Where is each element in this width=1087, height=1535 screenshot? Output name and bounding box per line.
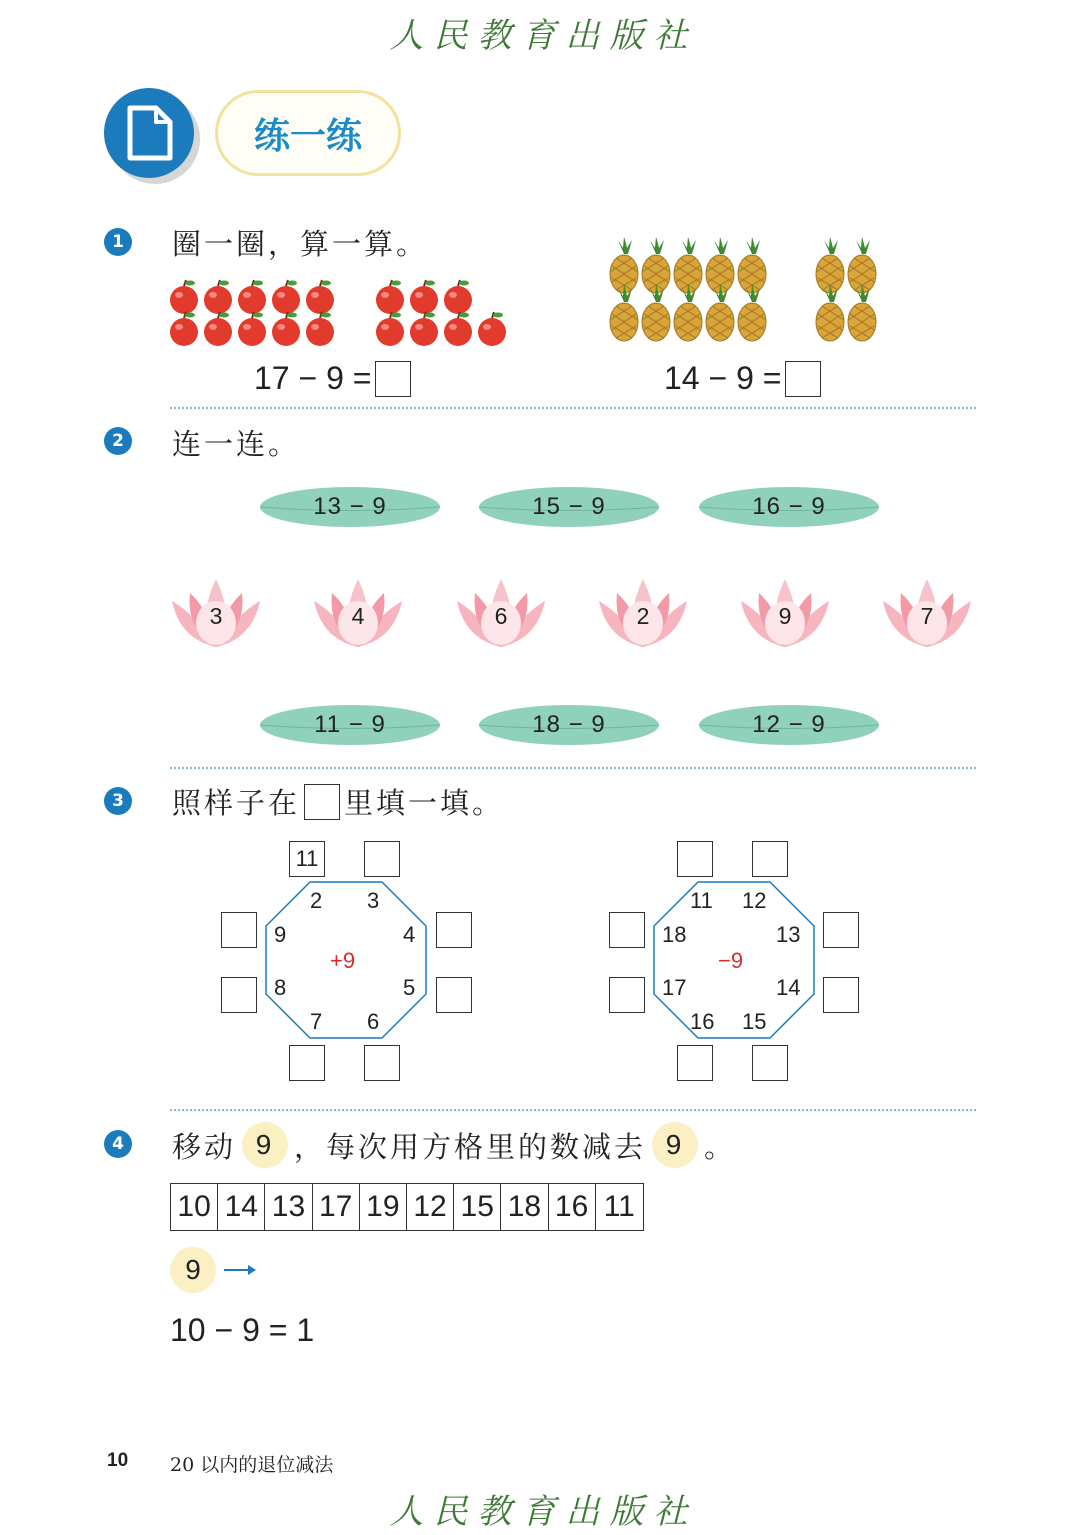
strip-cell[interactable]: 13 [265,1184,312,1230]
answer-box[interactable] [289,1045,325,1081]
answer-box[interactable] [677,841,713,877]
question-4-instruction [172,1122,736,1168]
strip-cell[interactable]: 11 [603,1190,635,1223]
instruction-part: ，每次用方格里的数减去 [294,1129,647,1164]
strip-cell[interactable]: 12 [407,1184,454,1230]
octagon-number: 14 [776,975,801,1000]
octagon-number: 4 [403,922,416,947]
movable-number-chip[interactable]: 9 [170,1247,216,1293]
answer-box[interactable] [752,1045,788,1081]
operation-label: +9 [330,948,356,973]
sample-box-glyph [304,784,340,820]
divider [170,407,976,409]
lily-pad-label: 18 − 9 [532,711,606,738]
strip-cell[interactable]: 14 [218,1184,265,1230]
answer-box[interactable] [677,1045,713,1081]
pineapple-groups [598,238,898,348]
equation-17-minus-9 [254,360,411,397]
lily-pad-label: 12 − 9 [752,711,826,738]
instruction-part: 里填一填。 [344,786,505,820]
lotus-number: 6 [494,603,508,629]
lotus-flower[interactable] [881,577,973,649]
lotus-number: 3 [209,603,223,629]
apple-row-bottom [170,312,506,346]
divider [170,767,976,769]
section-title-pill [215,90,401,176]
lily-pad-label: 16 − 9 [752,493,826,520]
lily-pad[interactable] [258,702,442,748]
lily-pad-label: 13 − 9 [313,493,387,520]
lily-pad[interactable] [477,702,661,748]
question-number-1: 1 [104,228,132,256]
answer-box[interactable] [609,912,645,948]
number-strip [170,1183,644,1231]
question-number-4: 4 [104,1130,132,1158]
number-chip: 9 [652,1122,698,1168]
question-3-instruction [172,781,504,822]
strip-cell[interactable]: 19 [360,1184,407,1230]
question-2-instruction: 连一连。 [172,427,301,461]
octagon-number: 15 [742,1009,767,1034]
lily-pad-label: 11 − 9 [314,711,386,738]
answer-box[interactable] [609,977,645,1013]
octagon-number: 11 [690,888,713,913]
lily-pad[interactable] [258,484,442,530]
question-number-3: 3 [104,787,132,815]
octagon-number: 18 [662,922,687,947]
publisher-footer: 人民教育出版社 [389,1492,698,1532]
octagon-number: 9 [274,922,287,947]
number-chip: 9 [242,1122,288,1168]
pineapple-row-top [610,238,876,293]
octagon-number: 17 [662,975,687,1000]
question-number-2: 2 [104,427,132,455]
lotus-flower[interactable] [312,577,404,649]
strip-cell[interactable]: 16 [549,1184,596,1230]
answer-box[interactable] [221,977,257,1013]
divider [170,1109,976,1111]
answer-box[interactable] [364,841,400,877]
octagon-number: 7 [310,1009,323,1034]
answer-box[interactable] [752,841,788,877]
instruction-part: 移动 [172,1129,237,1164]
apple-row-top [170,280,472,314]
answer-box[interactable] [364,1045,400,1081]
answer-box[interactable] [785,361,821,397]
page-number: 10 [107,1450,129,1471]
lotus-flower[interactable] [170,577,262,649]
lotus-number: 7 [920,603,934,629]
strip-cell[interactable]: 18 [501,1184,548,1230]
operation-label: −9 [718,948,744,973]
answer-box[interactable] [823,977,859,1013]
strip-cell[interactable]: 10 [171,1184,218,1230]
equation-text: 14 − 9 = [664,360,782,396]
octagon-number: 2 [310,888,323,913]
publisher-header: 人民教育出版社 [389,16,698,56]
lotus-number: 9 [778,603,792,629]
lotus-flower[interactable] [597,577,689,649]
answer-box[interactable] [375,361,411,397]
instruction-part: 照样子在 [172,786,301,820]
lotus-flower[interactable] [739,577,831,649]
lily-pad[interactable] [477,484,661,530]
octagon-number: 8 [274,975,287,1000]
answer-box[interactable] [823,912,859,948]
lotus-flower[interactable] [455,577,547,649]
arrow-right-icon [222,1262,258,1278]
apple-groups [160,278,530,350]
pineapple-row-bottom [610,284,876,341]
strip-cell[interactable]: 17 [313,1184,360,1230]
answer-box[interactable] [436,912,472,948]
chapter-title: 20 以内的退位减法 [170,1454,334,1476]
lily-pad[interactable] [697,702,881,748]
equation-14-minus-9 [664,360,821,397]
lily-pad-label: 15 − 9 [532,493,606,520]
lotus-number: 2 [636,603,650,629]
sample-answer-box: 11 [289,841,325,877]
octagon-number: 12 [742,888,767,913]
octagon-number: 3 [367,888,380,913]
equation-text: 17 − 9 = [254,360,372,396]
octagon-number: 13 [776,922,801,947]
octagon-number: 6 [367,1009,380,1034]
example-equation: 10 − 9 = 1 [170,1312,315,1348]
instruction-part: 。 [704,1129,737,1164]
lotus-number: 4 [351,603,365,629]
strip-cell[interactable]: 15 [454,1184,501,1230]
octagon-number: 5 [403,975,416,1000]
document-icon [104,88,194,178]
question-1-instruction: 圈一圈，算一算。 [172,227,429,261]
answer-box[interactable] [221,912,257,948]
octagon-number: 16 [690,1009,715,1034]
section-title: 练一练 [253,114,362,157]
lily-pad[interactable] [697,484,881,530]
answer-box[interactable] [436,977,472,1013]
